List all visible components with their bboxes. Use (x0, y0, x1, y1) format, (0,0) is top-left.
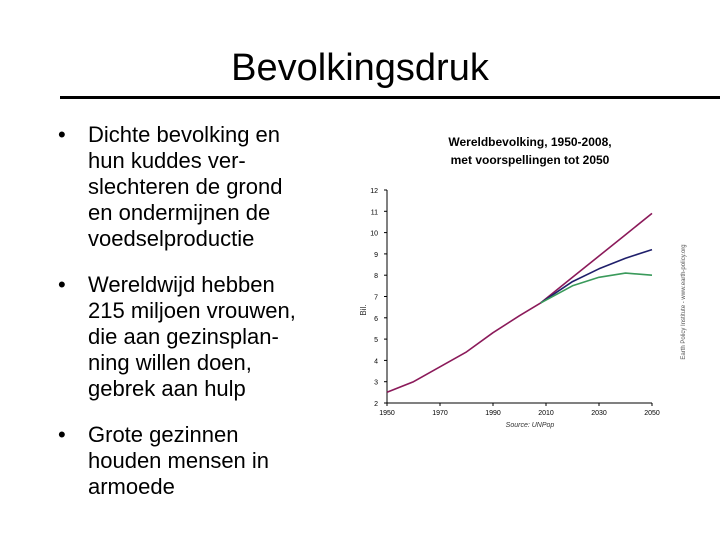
credit-label: Earth Policy Institute - www.earth-policy.org (681, 244, 687, 360)
bullet-marker: • (58, 122, 66, 147)
y-tick-label: 4 (374, 358, 378, 366)
bullet-text: Wereldwijd hebben 215 miljoen vrouwen, die aan gezinsplan- ning willen doen, gebrek aan hulp (88, 272, 296, 401)
y-tick-label: 6 (374, 315, 378, 323)
x-tick-label: 2050 (644, 410, 660, 417)
bullet-list (58, 122, 358, 520)
series-line-1 (387, 213, 652, 392)
population-chart (340, 172, 700, 442)
x-tick-label: 2010 (538, 410, 554, 417)
chart-title: Wereldbevolking, 1950-2008, met voorspellingen tot 2050 (448, 135, 612, 167)
y-tick-label: 3 (374, 379, 378, 387)
y-tick-label: 11 (370, 209, 378, 217)
y-tick-label: 8 (374, 273, 378, 281)
bullet-item (58, 272, 358, 402)
slide-title: Bevolkingsdruk (231, 47, 489, 89)
bullet-marker: • (58, 272, 66, 297)
x-tick-label: 1970 (432, 410, 448, 417)
y-tick-label: 10 (370, 230, 378, 238)
bullet-item (58, 422, 358, 500)
bullet-item (58, 122, 358, 252)
y-tick-label: 12 (370, 188, 378, 195)
y-tick-label: 2 (374, 401, 378, 408)
bullet-text: Dichte bevolking en hun kuddes ver- slechteren de grond en ondermijnen de voedselproductie (88, 122, 283, 251)
x-tick-label: 1990 (485, 410, 501, 417)
source-label: Source: UNPop (505, 422, 555, 429)
title-rule (60, 96, 720, 99)
y-tick-label: 7 (374, 294, 378, 302)
bullet-marker: • (58, 422, 66, 447)
y-tick-label: 5 (374, 337, 378, 345)
y-axis-label: Bil. (359, 304, 368, 316)
x-tick-label: 2030 (591, 410, 607, 417)
series-line-3 (541, 273, 652, 303)
y-tick-label: 9 (374, 251, 378, 259)
x-tick-label: 1950 (379, 410, 395, 417)
bullet-text: Grote gezinnen houden mensen in armoede (88, 422, 270, 499)
